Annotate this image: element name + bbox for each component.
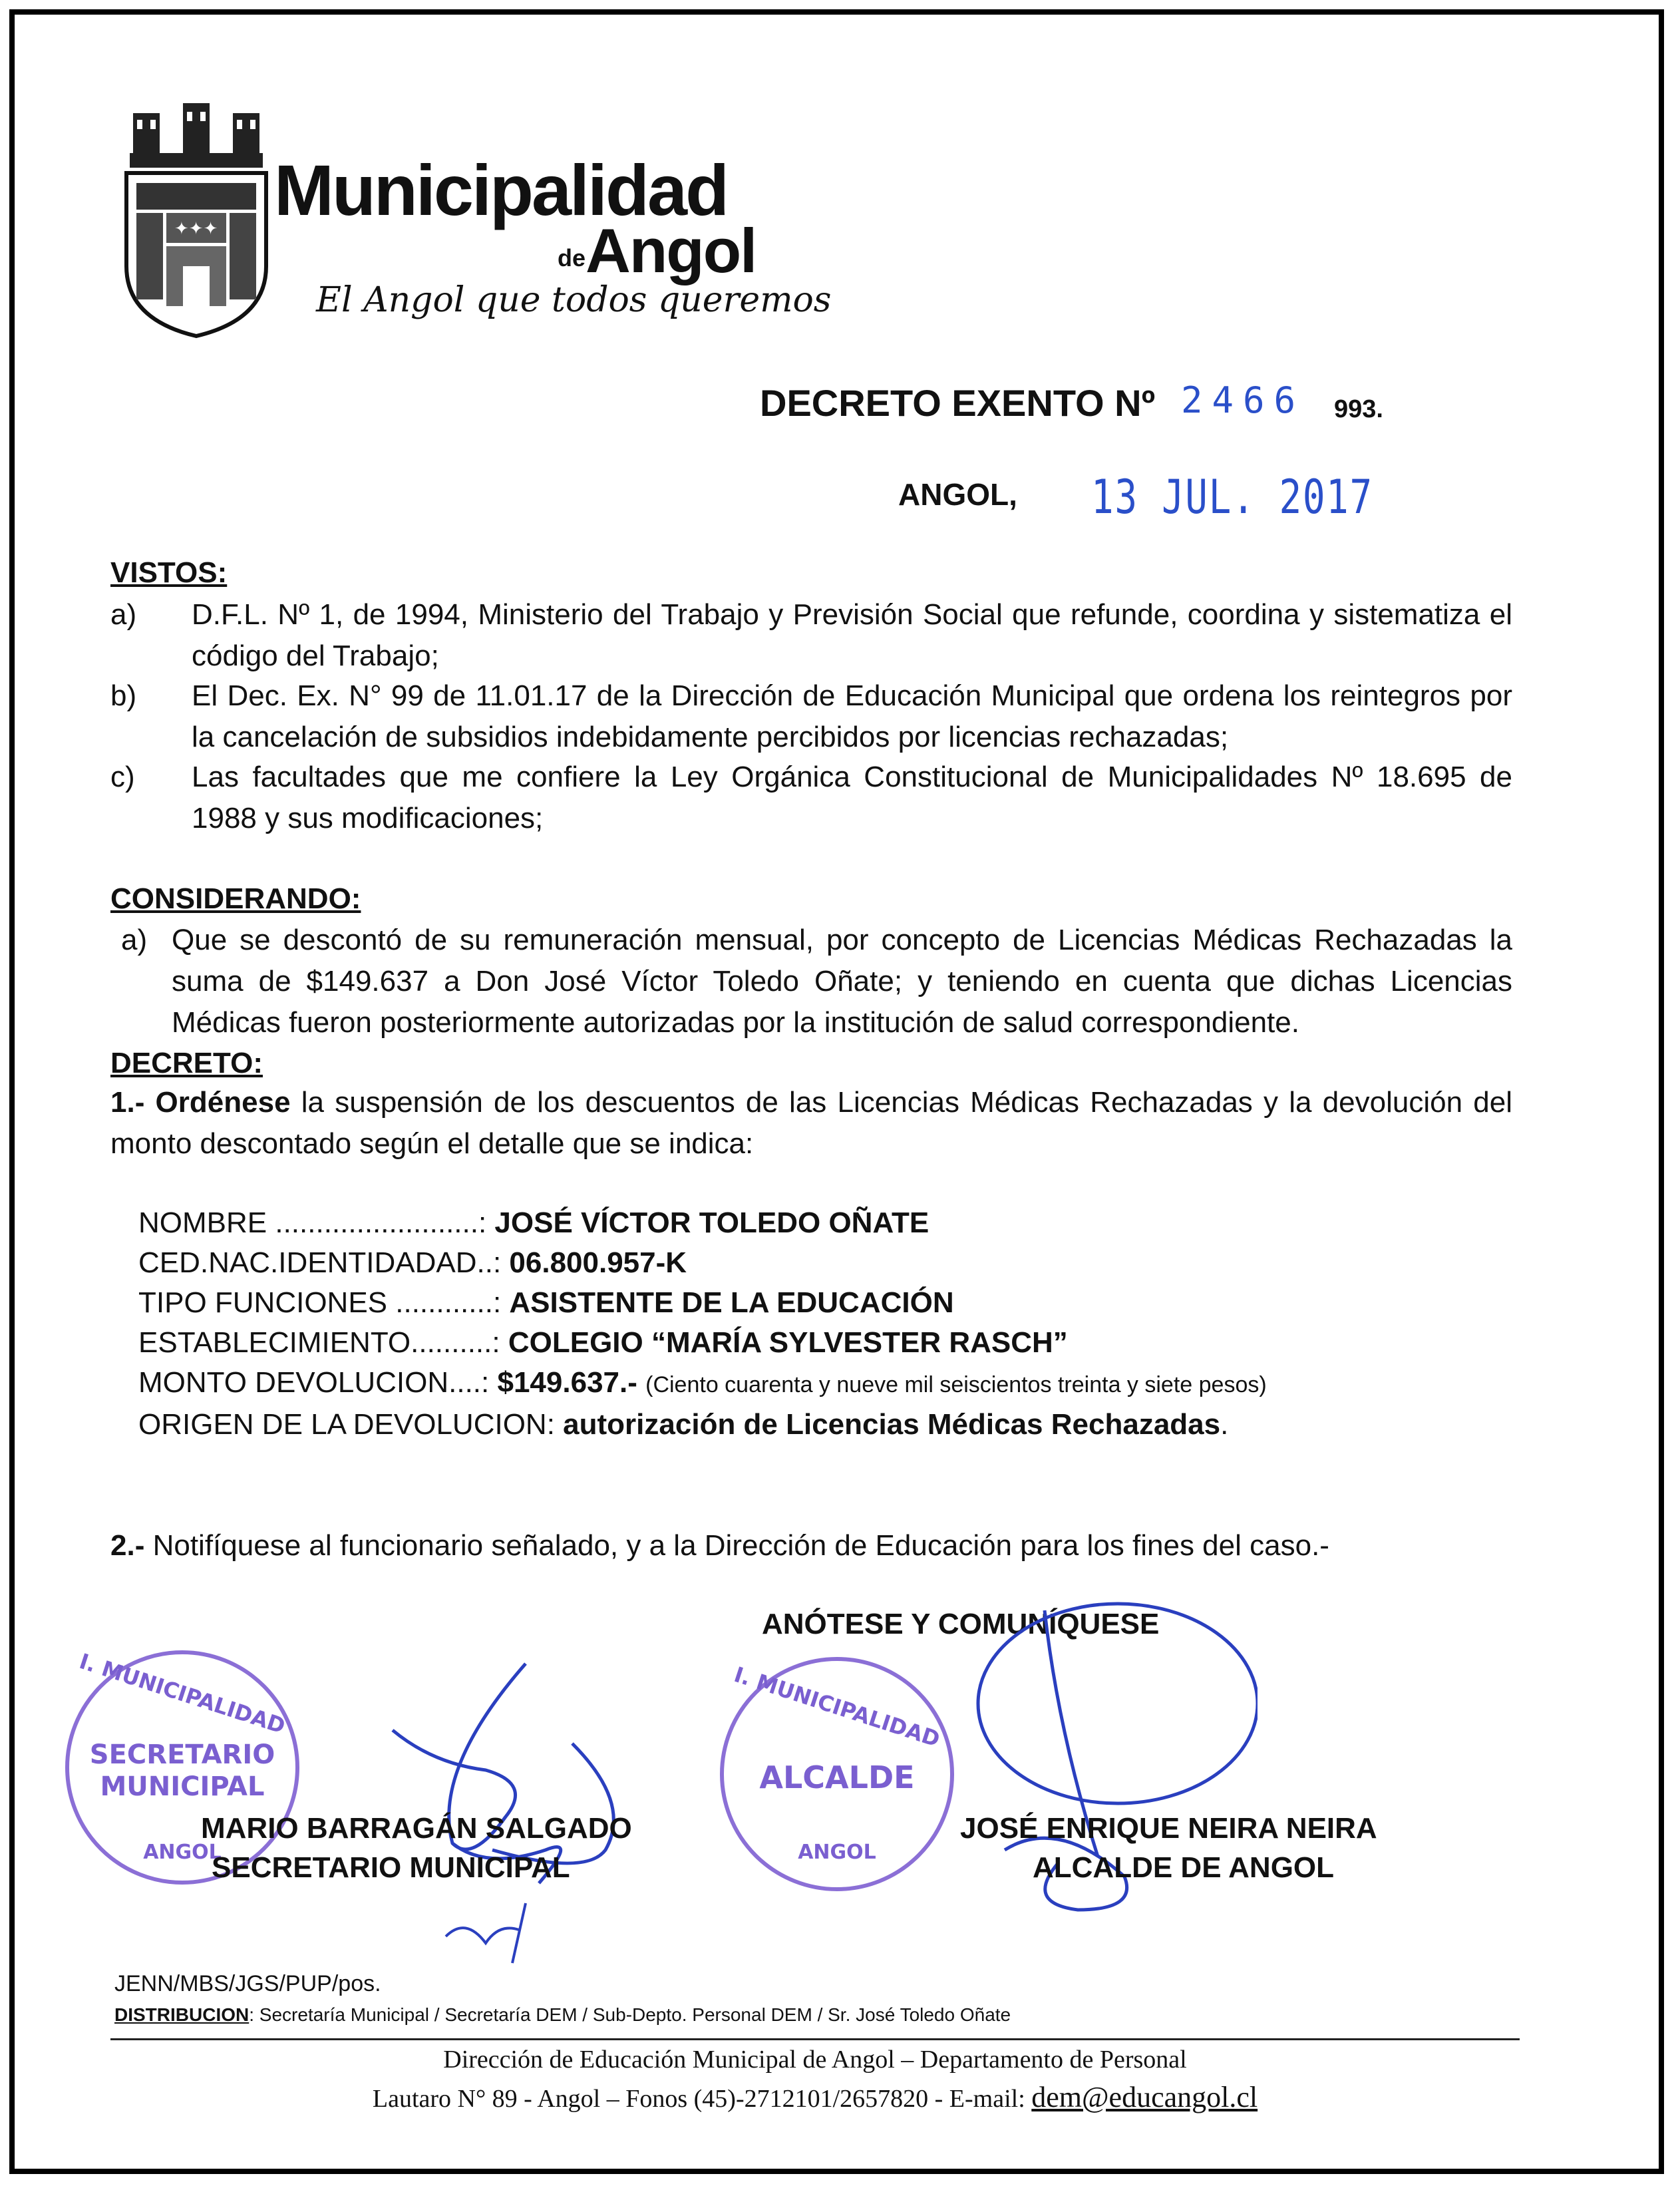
vistos-item-c-text: Las facultades que me confiere la Ley Orgánica Constitucional de Municipalidades Nº 18.695 de 1988 y sus modificaciones; — [192, 761, 1512, 834]
handwritten-ref: 993. — [1334, 395, 1383, 423]
detail-row — [138, 1243, 1536, 1283]
signature-alcalde — [925, 1597, 1258, 1970]
detail-extra: (Ciento cuarenta y nueve mil seiscientos treinta y siete pesos) — [645, 1372, 1267, 1397]
decree-date-stamp: 13 JUL. 2017 — [1091, 470, 1373, 524]
closing-formula: ANÓTESE Y COMUNÍQUESE — [762, 1608, 1160, 1640]
org-city: Angol — [586, 216, 756, 285]
detail-value: ASISTENTE DE LA EDUCACIÓN — [509, 1286, 954, 1319]
details-list — [138, 1203, 1536, 1445]
detail-row — [138, 1405, 1536, 1445]
footer-address: Lautaro N° 89 - Angol – Fonos (45)-2712101/2657820 - E-mail: — [372, 2085, 1032, 2113]
decreto-item1-bold: 1.- Ordénese — [110, 1086, 291, 1119]
seal-alcalde-bottom: ANGOL — [798, 1841, 876, 1864]
detail-value: JOSÉ VÍCTOR TOLEDO OÑATE — [494, 1206, 929, 1239]
vistos-item-c-letter: c) — [110, 761, 135, 793]
detail-label: ORIGEN DE LA DEVOLUCION: — [138, 1408, 555, 1441]
signatory-right-title: ALCALDE DE ANGOL — [1033, 1851, 1335, 1884]
footer-line2 — [110, 2080, 1520, 2114]
detail-value: $149.637.- — [497, 1366, 637, 1399]
considerando-letter: a) — [121, 924, 148, 956]
vistos-item-b-letter: b) — [110, 679, 137, 712]
considerando-heading: CONSIDERANDO: — [110, 882, 361, 915]
seal-alcalde — [720, 1657, 954, 1891]
decreto-item2-text: Notifíquese al funcionario señalado, y a la Dirección de Educación para los fines del caso.- — [144, 1529, 1329, 1562]
distribution — [114, 2004, 1011, 2026]
distribution-label: DISTRIBUCION — [114, 2004, 250, 2025]
detail-value: 06.800.957-K — [509, 1246, 687, 1279]
decree-title: DECRETO EXENTO Nº — [760, 382, 1156, 424]
signatory-left-title: SECRETARIO MUNICIPAL — [212, 1851, 570, 1884]
decreto-item2-bold: 2.- — [110, 1529, 145, 1562]
signatory-left-name: MARIO BARRAGÁN SALGADO — [201, 1812, 632, 1845]
detail-row — [138, 1323, 1536, 1363]
vistos-item-a-letter: a) — [110, 598, 137, 631]
signatory-right-name: JOSÉ ENRIQUE NEIRA NEIRA — [960, 1812, 1377, 1845]
detail-label: ESTABLECIMIENTO..........: — [138, 1326, 500, 1359]
considerando-text: Que se descontó de su remuneración mensual, por concepto de Licencias Médicas Rechazadas la suma de $149.637 a Don José Víctor Toledo Oñate; y teniendo en cuenta que dichas Licencias Médicas fueron posteriormente autorizadas por la institución de salud correspondiente. — [172, 924, 1512, 1039]
detail-row — [138, 1363, 1536, 1405]
seal-secretario-center1: SECRETARIO — [89, 1739, 275, 1770]
slogan: El Angol que todos queremos — [316, 280, 832, 320]
footer-line1: Dirección de Educación Municipal de Angol – Departamento de Personal — [443, 2046, 1187, 2074]
vistos-heading: VISTOS: — [110, 556, 228, 589]
seal-secretario-bottom: ANGOL — [143, 1841, 222, 1864]
org-de: de — [558, 244, 586, 272]
decree-city: ANGOL, — [898, 477, 1017, 512]
org-name: Municipalidad — [274, 150, 728, 230]
vistos-item-a-text: D.F.L. Nº 1, de 1994, Ministerio del Trabajo y Previsión Social que refunde, coordina y sistematiza el código del Trabajo; — [192, 598, 1512, 672]
decree-number-stamp: 2466 — [1181, 379, 1305, 421]
detail-extra: . — [1220, 1408, 1229, 1441]
decreto-item2 — [110, 1525, 1508, 1566]
distribution-text: : Secretaría Municipal / Secretaría DEM / Sub-Depto. Personal DEM / Sr. José Toledo Oñate — [249, 2004, 1011, 2025]
seal-alcalde-center: ALCALDE — [759, 1759, 915, 1795]
initials: JENN/MBS/JGS/PUP/pos. — [114, 1971, 381, 1996]
coat-of-arms-logo — [120, 100, 273, 339]
decreto-heading: DECRETO: — [110, 1047, 263, 1079]
seal-secretario-top: I. MUNICIPALIDAD — [76, 1648, 289, 1739]
decreto-item1 — [110, 1082, 1512, 1165]
seal-alcalde-top: I. MUNICIPALIDAD — [731, 1662, 943, 1752]
seal-secretario-center2: MUNICIPAL — [100, 1771, 265, 1802]
detail-row — [138, 1283, 1536, 1323]
footer-divider — [110, 2038, 1520, 2040]
vistos-item-b-text: El Dec. Ex. N° 99 de 11.01.17 de la Dirección de Educación Municipal que ordena los reintegros por la cancelación de subsidios indebidamente percibidos por licencias rechazadas; — [192, 679, 1512, 753]
detail-label: CED.NAC.IDENTIDADAD..: — [138, 1246, 502, 1279]
detail-label: NOMBRE .........................: — [138, 1206, 487, 1239]
detail-label: MONTO DEVOLUCION....: — [138, 1366, 490, 1399]
detail-row — [138, 1203, 1536, 1243]
detail-value: COLEGIO “MARÍA SYLVESTER RASCH” — [508, 1326, 1068, 1359]
footer-email[interactable]: dem@educangol.cl — [1031, 2081, 1258, 2113]
detail-label: TIPO FUNCIONES ............: — [138, 1286, 502, 1319]
decreto-item1-text: la suspensión de los descuentos de las Licencias Médicas Rechazadas y la devolución del monto descontado según el detalle que se indica: — [110, 1086, 1512, 1160]
detail-value: autorización de Licencias Médicas Rechazadas — [563, 1408, 1221, 1441]
svg-text:✦✦✦: ✦✦✦ — [174, 219, 218, 239]
